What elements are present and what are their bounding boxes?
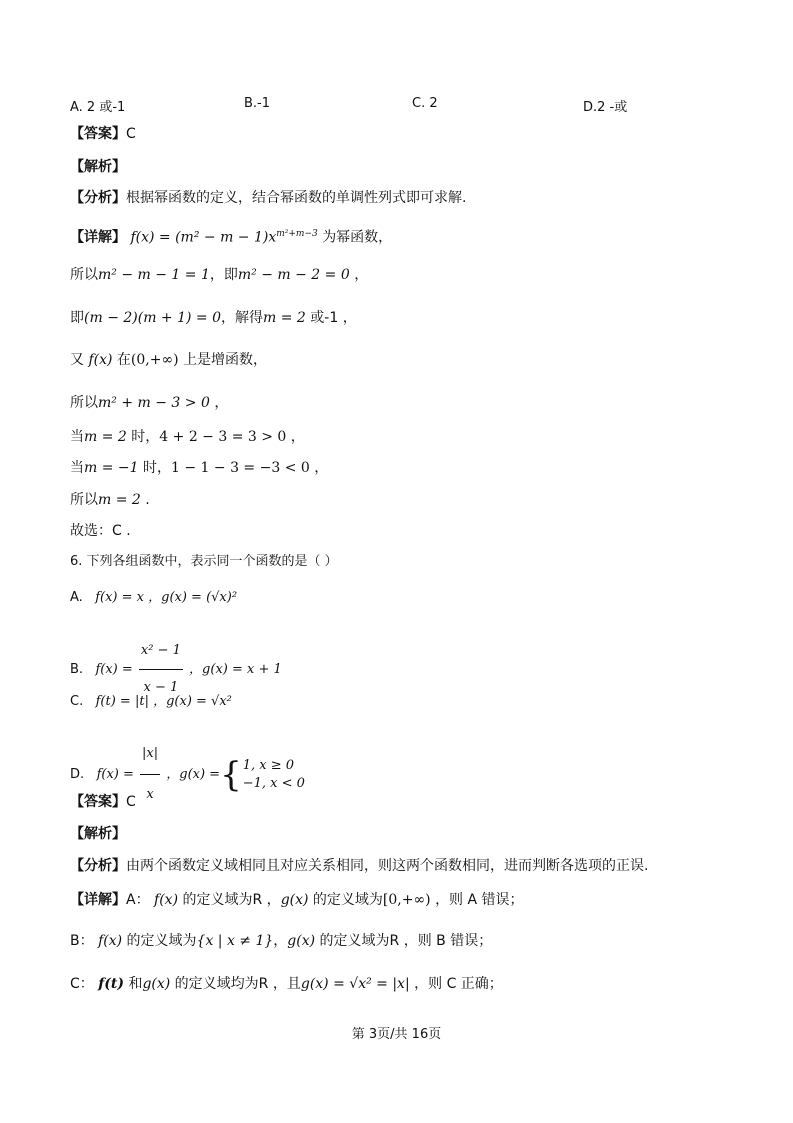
option-c: C. 2 [412, 96, 438, 111]
power-exponent: m²+m−3 [276, 229, 318, 239]
l5-end: ， [214, 395, 229, 411]
l3-mid: ，解得 [221, 310, 264, 326]
q5-detail-line-8 [70, 490, 150, 510]
d-g: ，g(x) = [166, 767, 221, 782]
c-g: ，g(x) = √x² [153, 694, 232, 709]
option-label: C. [70, 694, 84, 709]
lb-pre: B： [70, 933, 94, 949]
page-footer: 第 3页/共 16页 [351, 1027, 442, 1042]
l1-text: 为幂函数， [322, 229, 393, 246]
lb-t1: 的定义域为 [126, 933, 197, 949]
l6-math: m = 2 [84, 429, 127, 445]
l2-pre: 所以 [70, 267, 98, 283]
l6-end: ， [290, 429, 305, 445]
q5-answer [70, 124, 136, 144]
l3-pre: 即 [70, 310, 84, 326]
a-g: ，g(x) = (√x)² [148, 590, 238, 605]
lb-t2: ， [273, 933, 288, 949]
analysis-tag: 【解析】 [70, 826, 126, 842]
q6-option-c [70, 692, 232, 712]
brace-symbol: { [220, 754, 242, 795]
l4-interval: (0,+∞) [130, 352, 179, 368]
power-function-expr: f(x) = (m² − m − 1)x [130, 229, 277, 246]
q6-option-a [70, 588, 237, 608]
lc-math2: g(x) [142, 976, 171, 992]
b-f: f(x) = [95, 662, 133, 677]
l2-mid: ，即 [209, 267, 238, 283]
q5-detail-line-1 [70, 224, 392, 248]
option-label: A. [70, 590, 83, 605]
l8-pre: 所以 [70, 492, 98, 508]
l3-end: 或-1 ， [310, 310, 357, 326]
piecewise-cases [243, 757, 305, 793]
answer-value: C [126, 794, 136, 810]
l4-mid: 在 [116, 352, 131, 368]
q6-fenxi [70, 856, 648, 876]
lb-set: {x | x ≠ 1} [196, 933, 274, 949]
c-f: f(t) = |t| [95, 694, 149, 709]
lb-t3: 的定义域为R ，则 B 错误； [319, 933, 493, 949]
l3-math: (m − 2)(m + 1) = 0 [84, 310, 222, 326]
l2-math2: m² − m − 2 = 0 [237, 267, 350, 283]
option-label: B. [70, 662, 84, 677]
lc-pre: C： [70, 976, 94, 992]
option-a: A. 2 或-1 [70, 100, 126, 115]
q6-stem: 6. 下列各组函数中，表示同一个函数的是（ ） [70, 554, 338, 569]
l6-mid: 时， [131, 429, 160, 445]
case-1: 1, x ≥ 0 [242, 757, 295, 773]
l4-pre: 又 [70, 352, 84, 368]
option-b: B.-1 [244, 96, 271, 111]
la-end: ，则 A 错误； [435, 892, 524, 908]
analysis-tag: 【解析】 [70, 159, 126, 175]
l8-math: m = 2 [98, 492, 141, 508]
d-fraction [140, 734, 160, 815]
l5-math: m² + m − 3 > 0 [98, 395, 210, 411]
q6-analysis-tag [70, 824, 126, 844]
q5-choose: 故选：C . [70, 523, 131, 539]
lc-t1: 和 [128, 976, 143, 992]
a-f: f(x) = x [95, 590, 144, 605]
q5-detail-line-6 [70, 427, 305, 447]
l8-end: . [145, 492, 150, 508]
q5-detail-line-2 [70, 265, 368, 285]
d-denominator: x [146, 787, 154, 802]
la-math2: g(x) [280, 892, 309, 908]
d-f: f(x) = [96, 767, 134, 782]
l7-math2: 1 − 1 − 3 = −3 < 0 [171, 460, 310, 476]
l7-end: ， [314, 460, 329, 476]
q5-analysis-tag [70, 157, 126, 177]
b-denominator: x − 1 [143, 680, 179, 695]
l5-pre: 所以 [70, 395, 98, 411]
case-2: −1, x < 0 [242, 775, 305, 791]
lb-math3: g(x) [287, 933, 316, 949]
q5-detail-line-7 [70, 458, 328, 478]
b-g: ，g(x) = x + 1 [189, 662, 282, 677]
fenxi-tag: 【分析】 [70, 858, 126, 874]
q6-detail-a [70, 890, 524, 910]
la-t1: 的定义域为R ， [182, 892, 281, 908]
lb-math: f(x) [98, 933, 123, 949]
option-label: D. [70, 767, 85, 782]
q6-answer [70, 792, 136, 812]
l3-math2: m = 2 [263, 310, 306, 326]
q5-fenxi [70, 188, 466, 208]
xiangjie-tag: 【详解】 [70, 229, 126, 246]
l7-math: m = −1 [84, 460, 139, 476]
answer-tag: 【答案】 [70, 794, 126, 810]
la-t2: 的定义域为 [312, 892, 383, 908]
l7-pre: 当 [70, 460, 84, 476]
fenxi-text: 由两个函数定义域相同且对应关系相同，则这两个函数相同，进而判断各选项的正误. [126, 858, 649, 874]
lc-math3: g(x) = √x² = |x| [300, 976, 410, 992]
l4-end: 上是增函数， [183, 352, 268, 368]
answer-tag: 【答案】 [70, 126, 126, 142]
l6-math2: 4 + 2 − 3 = 3 > 0 [159, 429, 287, 445]
la-math: f(x) [154, 892, 179, 908]
option-d: D.2 -或 [583, 100, 628, 115]
la-pre: A： [126, 892, 150, 908]
lc-end: ，则 C 正确； [414, 976, 503, 992]
answer-value: C [126, 126, 136, 142]
d-numerator: |x| [140, 734, 160, 775]
lc-t2: 的定义域均为R ，且 [174, 976, 301, 992]
q6-detail-c [70, 974, 503, 994]
la-interval: [0,+∞) [382, 892, 431, 908]
fenxi-tag: 【分析】 [70, 190, 126, 206]
b-numerator: x² − 1 [139, 633, 183, 670]
fenxi-text: 根据幂函数的定义，结合幂函数的单调性列式即可求解. [126, 190, 467, 206]
q5-detail-line-5 [70, 393, 228, 413]
lc-math: f(t) [98, 976, 124, 992]
l2-end: ， [354, 267, 369, 283]
q5-detail-line-4 [70, 350, 267, 370]
q5-detail-line-3 [70, 308, 357, 328]
xiangjie-tag: 【详解】 [70, 892, 126, 908]
l6-pre: 当 [70, 429, 84, 445]
l2-math: m² − m − 1 = 1 [98, 267, 210, 283]
l7-mid: 时， [143, 460, 171, 476]
q6-detail-b [70, 931, 492, 951]
l4-math: f(x) [88, 352, 113, 368]
